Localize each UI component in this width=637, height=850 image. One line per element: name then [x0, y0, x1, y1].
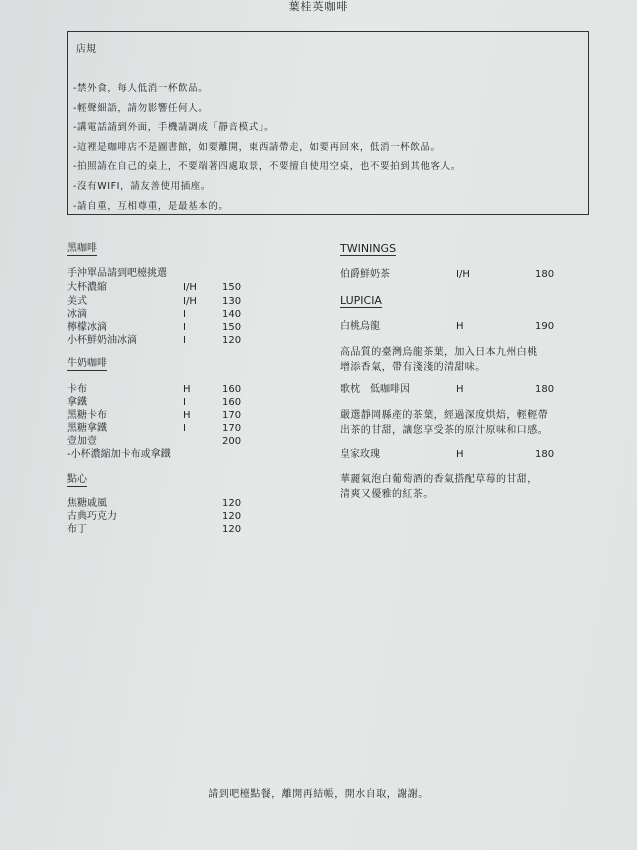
item-price: 130: [222, 296, 242, 307]
item-price: 180: [535, 384, 555, 395]
item-temp: I/H: [183, 282, 197, 293]
item-price: 120: [222, 498, 242, 509]
item-temp: I: [183, 397, 186, 408]
item-name: 檸檬冰滴: [67, 322, 107, 333]
item-name: 拿鐵: [67, 397, 87, 408]
item-name: 伯爵鮮奶茶: [340, 269, 390, 280]
item-price: 170: [222, 410, 242, 421]
item-temp: I/H: [456, 269, 470, 280]
item-name: 冰滴: [67, 309, 87, 320]
milk-coffee-heading: 牛奶咖啡: [67, 358, 107, 369]
description-line: 華麗氣泡白葡萄酒的香氣搭配草莓的甘甜，: [340, 474, 538, 485]
item-temp: H: [183, 384, 191, 395]
item-temp: I: [183, 423, 186, 434]
description-line: 嚴選靜岡縣產的茶葉，經過深度烘焙，輕輕帶: [340, 410, 548, 421]
store-rules-box: [67, 31, 589, 215]
item-price: 170: [222, 423, 242, 434]
item-temp: H: [183, 410, 191, 421]
item-name: 歌枕 低咖啡因: [340, 384, 410, 395]
item-price: 160: [222, 384, 242, 395]
footer-note: 請到吧檯點餐，離開再結帳，開水自取，謝謝。: [208, 789, 429, 800]
item-name: 皇家玫瑰: [340, 449, 380, 460]
item-name: 布丁: [67, 524, 87, 535]
description-line: 高品質的臺灣烏龍茶葉，加入日本九州白桃: [340, 347, 538, 358]
item-temp: I/H: [183, 296, 197, 307]
rule-item: -拍照請在自己的桌上，不要端著四處取景，不要擅自使用空桌，也不要拍到其他客人。: [73, 161, 461, 173]
item-description: [340, 345, 538, 375]
rules-list: [73, 79, 461, 216]
item-name: 焦糖戚風: [67, 498, 107, 509]
rule-item: -請自重，互相尊重，是最基本的。: [73, 200, 229, 212]
item-price: 120: [222, 511, 242, 522]
item-temp: H: [456, 384, 464, 395]
item-temp: I: [183, 335, 186, 346]
page-title: 葉桂英咖啡: [288, 0, 349, 13]
black-coffee-intro: 手沖單品請到吧檯挑選: [67, 268, 167, 279]
item-name: 黑糖拿鐵: [67, 423, 107, 434]
item-name: 美式: [67, 296, 87, 307]
rule-item: -講電話請到外面，手機請調成「靜音模式」。: [73, 122, 275, 134]
item-name: 大杯濃縮: [67, 282, 107, 293]
item-price: 120: [222, 335, 242, 346]
item-name: 卡布: [67, 384, 87, 395]
desserts-heading: 點心: [67, 474, 87, 485]
item-description: [340, 472, 538, 502]
item-name: 壹加壹: [67, 436, 97, 447]
item-price: 180: [535, 449, 555, 460]
rule-item: -禁外食，每人低消一杯飲品。: [73, 83, 209, 94]
item-price: 180: [535, 269, 555, 280]
description-line: 增添香氣，帶有淺淺的清甜味。: [340, 362, 486, 373]
item-temp: H: [456, 449, 464, 460]
twinings-heading: TWININGS: [340, 242, 397, 255]
description-line: 出茶的甘甜，讓您享受茶的原汁原味和口感。: [340, 425, 548, 436]
item-price: 150: [222, 282, 242, 293]
item-price: 150: [222, 322, 242, 333]
item-price: 120: [222, 524, 242, 535]
rule-item: -輕聲細語，請勿影響任何人。: [73, 102, 209, 114]
item-description: [340, 408, 548, 438]
item-name: 小杯鮮奶油冰滴: [67, 335, 137, 346]
item-price: 190: [535, 321, 555, 332]
item-temp: I: [183, 322, 186, 333]
item-name: 白桃烏龍: [340, 321, 380, 332]
item-name: 黑糖卡布: [67, 410, 107, 421]
lupicia-heading: LUPICIA: [340, 294, 382, 307]
rules-heading: 店規: [76, 44, 96, 55]
item-price: 160: [222, 397, 242, 408]
item-temp: H: [456, 321, 464, 332]
milk-coffee-note: -小杯濃縮加卡布或拿鐵: [67, 449, 171, 460]
black-coffee-heading: 黑咖啡: [67, 243, 97, 254]
rule-item: -沒有WIFI，請友善使用插座。: [73, 180, 211, 192]
item-name: 古典巧克力: [67, 511, 117, 522]
item-price: 200: [222, 436, 242, 447]
rule-item: -這裡是咖啡店不是圖書館，如要離開，東西請帶走，如要再回來，低消一杯飲品。: [73, 141, 441, 153]
item-temp: I: [183, 309, 186, 320]
item-price: 140: [222, 309, 242, 320]
description-line: 清爽又優雅的紅茶。: [340, 489, 434, 500]
